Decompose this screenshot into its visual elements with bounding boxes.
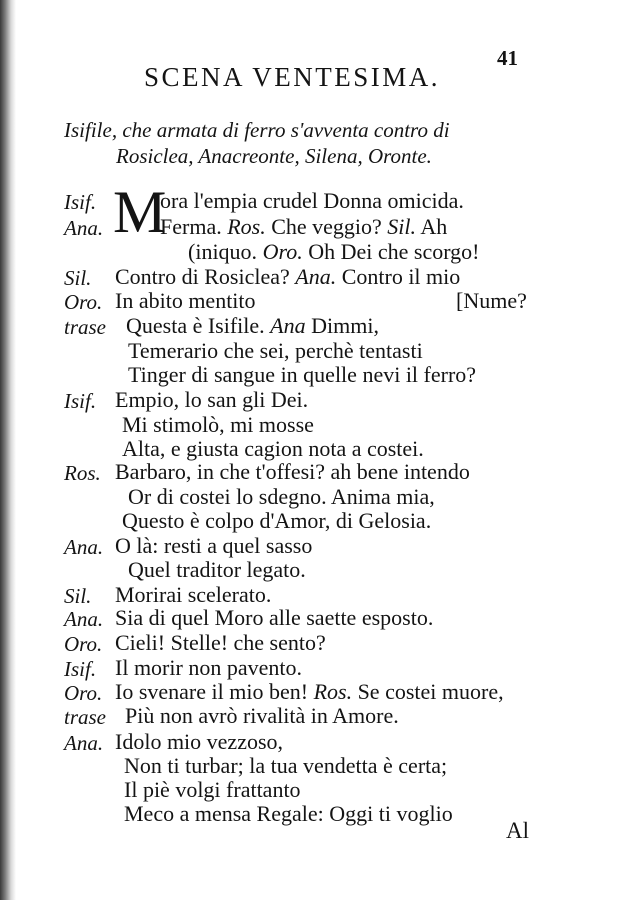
verse-line: Idolo mio vezzoso, [115, 729, 284, 754]
speaker-label: trase [64, 315, 106, 339]
verse-line: Il piè volgi frattanto [124, 777, 301, 802]
verse-line: Cieli! Stelle! che sento? [115, 630, 326, 655]
speaker-label: trase [64, 705, 106, 729]
book-binding-shadow [0, 0, 16, 900]
verse-line: Empio, lo san gli Dei. [115, 387, 309, 412]
verse-line: Tinger di sangue in quelle nevi il ferro? [128, 362, 477, 387]
verse-line: Non ti turbar; la tua vendetta è certa; [124, 753, 448, 778]
speaker-label: Ana. [64, 216, 104, 240]
verse-line: Io svenare il mio ben! Ros. Se costei muore, [115, 679, 504, 704]
verse-line: O là: resti a quel sasso [115, 533, 313, 558]
verse-line: Barbaro, in che t'offesi? ah bene intendo [115, 459, 470, 484]
speaker-label: Ana. [64, 731, 104, 755]
speaker-label: Isif. [64, 389, 97, 413]
verse-line: Il morir non pavento. [115, 655, 302, 680]
speaker-label: Oro. [64, 632, 103, 656]
speaker-label: Ros. [64, 461, 101, 485]
verse-line: Più non avrò rivalità in Amore. [125, 703, 399, 728]
speaker-label: Ana. [64, 535, 104, 559]
verse-line: Sia di quel Moro alle saette esposto. [115, 605, 434, 630]
verse-line: Ferma. Ros. Che veggio? Sil. Ah [160, 214, 448, 239]
verse-line: ora l'empia crudel Donna omicida. [160, 188, 464, 213]
verse-line-continuation: [Nume? [456, 288, 527, 313]
verse-line: (iniquo. Oro. Oh Dei che scorgo! [188, 239, 480, 264]
speaker-label: Oro. [64, 290, 103, 314]
drop-cap: M [113, 179, 167, 245]
verse-line: Questa è Isifile. Ana Dimmi, [126, 313, 379, 338]
scene-title: SCENA VENTESIMA. [144, 62, 441, 92]
speaker-label: Ana. [64, 607, 104, 631]
verse-line: Contro di Rosiclea? Ana. Contro il mio [115, 264, 461, 289]
speaker-label: Sil. [64, 266, 92, 290]
speaker-label: Isif. [64, 190, 97, 214]
verse-line: In abito mentito [115, 288, 256, 313]
speaker-label: Isif. [64, 657, 97, 681]
stage-direction-line: Isifile, che armata di ferro s'avventa contro di [64, 118, 450, 142]
verse-line: Questo è colpo d'Amor, di Gelosia. [122, 508, 432, 533]
speaker-label: Oro. [64, 681, 103, 705]
verse-line: Morirai scelerato. [115, 582, 272, 607]
verse-line: Mi stimolò, mi mosse [122, 412, 314, 437]
verse-line: Meco a mensa Regale: Oggi ti voglio [124, 801, 453, 826]
verse-line: Or di costei lo sdegno. Anima mia, [128, 484, 435, 509]
speaker-label: Sil. [64, 584, 92, 608]
catchword: Al [506, 818, 529, 843]
verse-line: Alta, e giusta cagion nota a costei. [122, 436, 424, 461]
verse-line: Temerario che sei, perchè tentasti [128, 338, 423, 363]
verse-line: Quel traditor legato. [128, 557, 306, 582]
page-number: 41 [497, 46, 518, 70]
stage-direction-line: Rosiclea, Anacreonte, Silena, Oronte. [116, 144, 432, 168]
